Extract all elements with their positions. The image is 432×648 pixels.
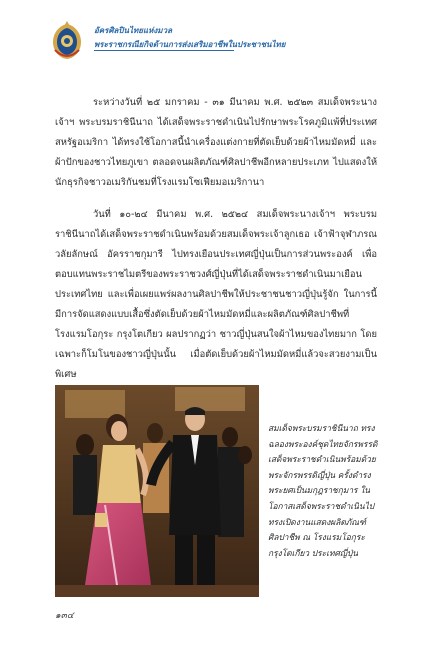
event-photo — [55, 385, 259, 597]
paragraph-1: ระหว่างวันที่ ๒๕ มกราคม - ๓๑ มีนาคม พ.ศ. ๒๕๒๓ สมเด็จพระนางเจ้าฯ พระบรมราชินีนาถ ได้เสด็จพระราชดำเนินไปรักษาพระโรคภูมิแพ้ที่ประเทศสหรัฐอเมริกา ได้ทรงใช้โอกาสนี้นำเครื่องแต่งกายที่ตัดเย็บด้วยผ้าไหมมัดหมี่ และผ้าปักของชาวไทยภูเขา ตลอดจนผลิตภัณฑ์ศิลปาชีพอีกหลายประเภท ไปแสดงให้นักธุรกิจชาวอเมริกันชมที่โรงแรมโซเฟียมอเมริกานา — [55, 97, 377, 188]
royal-emblem-icon — [50, 20, 84, 60]
header-subtitle: พระราชกรณียกิจด้านการส่งเสริมอาชีพในประชาชนไทย — [94, 40, 286, 49]
header-underline — [94, 50, 234, 51]
page-number: ๑๓๔ — [55, 611, 74, 621]
photo-caption: สมเด็จพระบรมราชินีนาถ ทรงฉลองพระองค์ชุดไทยจักรพรรดิ เสด็จพระราชดำเนินพร้อมด้วยพระจักรพรรดิญี่ปุ่น ครั้งดำรงพระยศเป็นมกุฎราชกุมาร ในโอกาสเสด็จพระราชดำเนินไปทรงเปิดงานแสดงผลิตภัณฑ์ศิลปาชีพ ณ โรงแรมโอกุระ กรุงโตเกียว ประเทศญี่ปุ่น — [268, 423, 378, 558]
paragraph-2: วันที่ ๑๐-๒๔ มีนาคม พ.ศ. ๒๕๒๔ สมเด็จพระนางเจ้าฯ พระบรมราชินีนาถได้เสด็จพระราชดำเนินพร้อมด้วยสมเด็จพระเจ้าลูกเธอ เจ้าฟ้าจุฬาภรณวลัยลักษณ์ อัครราชกุมารี ไปทรงเยือนประเทศญี่ปุ่นเป็นการส่วนพระองค์ เพื่อตอบแทนพระราชไมตรีของพระราชวงศ์ญี่ปุ่นที่ได้เสด็จพระราชดำเนินมาเยือนประเทศไทย และเพื่อเผยแพร่ผลงานศิลปาชีพให้ประชาชนชาวญี่ปุ่นรู้จัก ในการนี้ มีการจัดแสดงแบบเสื้อซึ่งตัดเย็บด้วยผ้าไหมมัดหมี่และผลิตภัณฑ์ศิลปาชีพที่โรงแรมโอกุระ กรุงโตเกียว ผลปรากฏว่า ชาวญี่ปุ่นสนใจผ้าไหมของไทยมาก โดยเฉพาะก็โมโนของชาวญี่ปุ่นนั้น เมื่อตัดเย็บด้วยผ้าไหมมัดหมี่แล้วจะสวยงามเป็นพิเศษ — [55, 209, 377, 380]
header-title: อัครศิลปินไทยแห่งมวล — [94, 26, 172, 35]
